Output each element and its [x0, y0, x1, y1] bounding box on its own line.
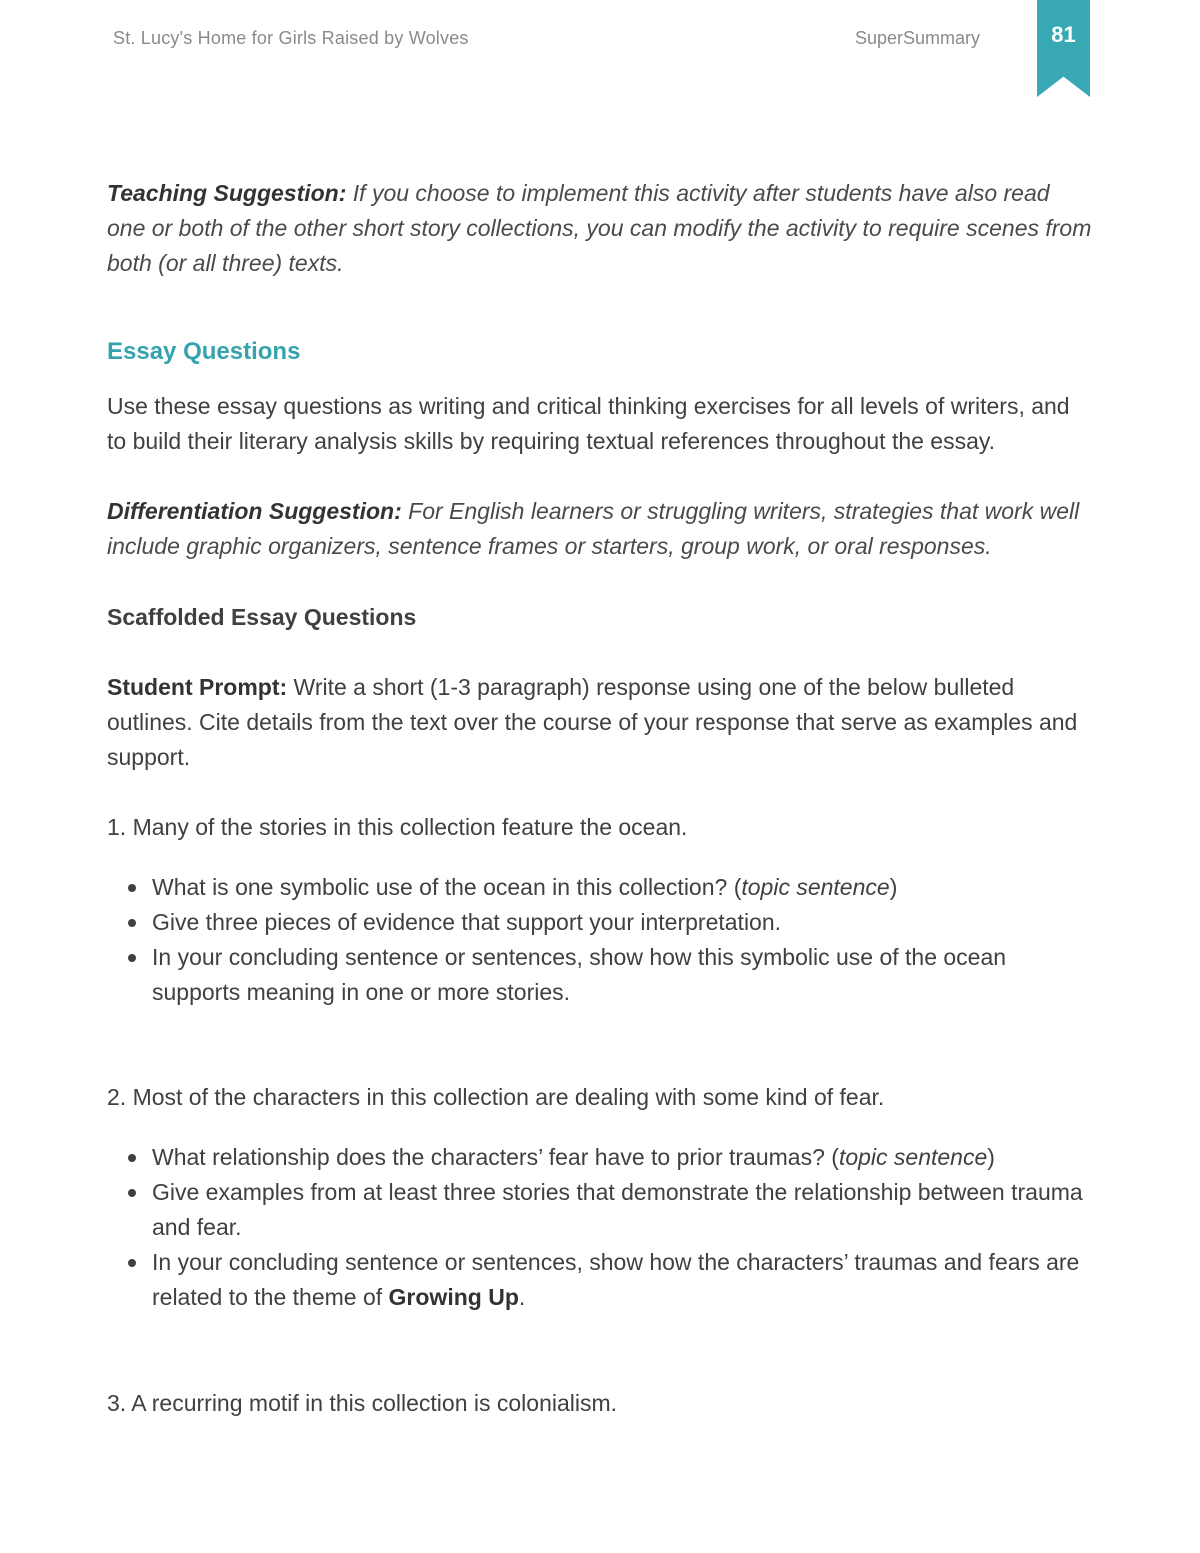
teaching-suggestion-label: Teaching Suggestion:	[107, 180, 347, 206]
running-header-brand: SuperSummary	[855, 28, 981, 48]
outline-bullet	[152, 870, 1092, 905]
theme-term: Growing Up	[388, 1284, 519, 1311]
page-content	[107, 176, 1092, 1421]
bullet-note: topic sentence	[838, 1143, 988, 1170]
bullet-dot-icon	[128, 1154, 136, 1162]
student-prompt-label: Student Prompt:	[107, 673, 288, 700]
student-prompt-text: Write a short (1-3 paragraph) response using one of the below bulleted outlines. Cite details from the text over the course of your response that serve as examples and support.	[107, 673, 1078, 771]
bullet-text: What relationship does the characters’ fear have to prior traumas? (	[152, 1143, 839, 1170]
question-2: 2. Most of the characters in this collection are dealing with some kind of fear.	[107, 1084, 885, 1111]
scaffolded-questions-heading: Scaffolded Essay Questions	[107, 603, 417, 630]
student-prompt	[107, 670, 1092, 776]
bullet-text: Give examples from at least three stories that demonstrate the relationship between trauma and fear.	[152, 1178, 1083, 1241]
page-number: 81	[1051, 22, 1076, 47]
bullet-text: In your concluding sentence or sentences, show how this symbolic use of the ocean supports meaning in one or more stories.	[152, 944, 1007, 1006]
differentiation-suggestion	[107, 494, 1092, 564]
bullet-text: In your concluding sentence or sentences, show how the characters’ traumas and fears are related to the theme of	[152, 1249, 1080, 1311]
question-2-outline	[107, 1140, 1092, 1316]
outline-bullet	[152, 940, 1092, 1010]
bullet-text-end: )	[987, 1143, 995, 1170]
outline-bullet	[152, 1175, 1092, 1245]
differentiation-suggestion-text: For English learners or struggling writers, strategies that work well include graphic organizers, sentence frames or starters, group work, or oral responses.	[107, 498, 1080, 560]
essay-questions-intro: Use these essay questions as writing and critical thinking exercises for all levels of writers, and to build their literary analysis skills by requiring textual references throughout the essay.	[107, 392, 1070, 455]
teaching-suggestion	[107, 176, 1092, 282]
bullet-text: Give three pieces of evidence that support your interpretation.	[152, 908, 782, 935]
running-header-book-title: St. Lucy's Home for Girls Raised by Wolves	[113, 28, 469, 48]
teaching-suggestion-text: If you choose to implement this activity after students have also read one or both of the other short story collections, you can modify the activity to require scenes from both (or all three) texts.	[107, 180, 1092, 277]
question-1: 1. Many of the stories in this collection feature the ocean.	[107, 814, 688, 841]
question-1-outline	[107, 870, 1092, 1011]
bullet-dot-icon	[128, 1189, 136, 1197]
bullet-text-end: )	[889, 873, 898, 900]
bullet-dot-icon	[128, 1259, 136, 1267]
bullet-dot-icon	[128, 884, 136, 892]
essay-questions-heading: Essay Questions	[107, 337, 301, 365]
page-number-ribbon	[1037, 0, 1090, 97]
question-3: 3. A recurring motif in this collection is colonialism.	[107, 1389, 618, 1416]
bullet-dot-icon	[128, 954, 136, 962]
bullet-text-end: .	[518, 1284, 526, 1311]
bullet-note: topic sentence	[741, 873, 890, 900]
differentiation-suggestion-label: Differentiation Suggestion:	[107, 498, 402, 525]
outline-bullet	[152, 1245, 1092, 1315]
bullet-dot-icon	[128, 919, 136, 927]
outline-bullet	[152, 905, 1092, 940]
bullet-text: What is one symbolic use of the ocean in this collection? (	[152, 873, 742, 900]
outline-bullet	[152, 1140, 1092, 1175]
